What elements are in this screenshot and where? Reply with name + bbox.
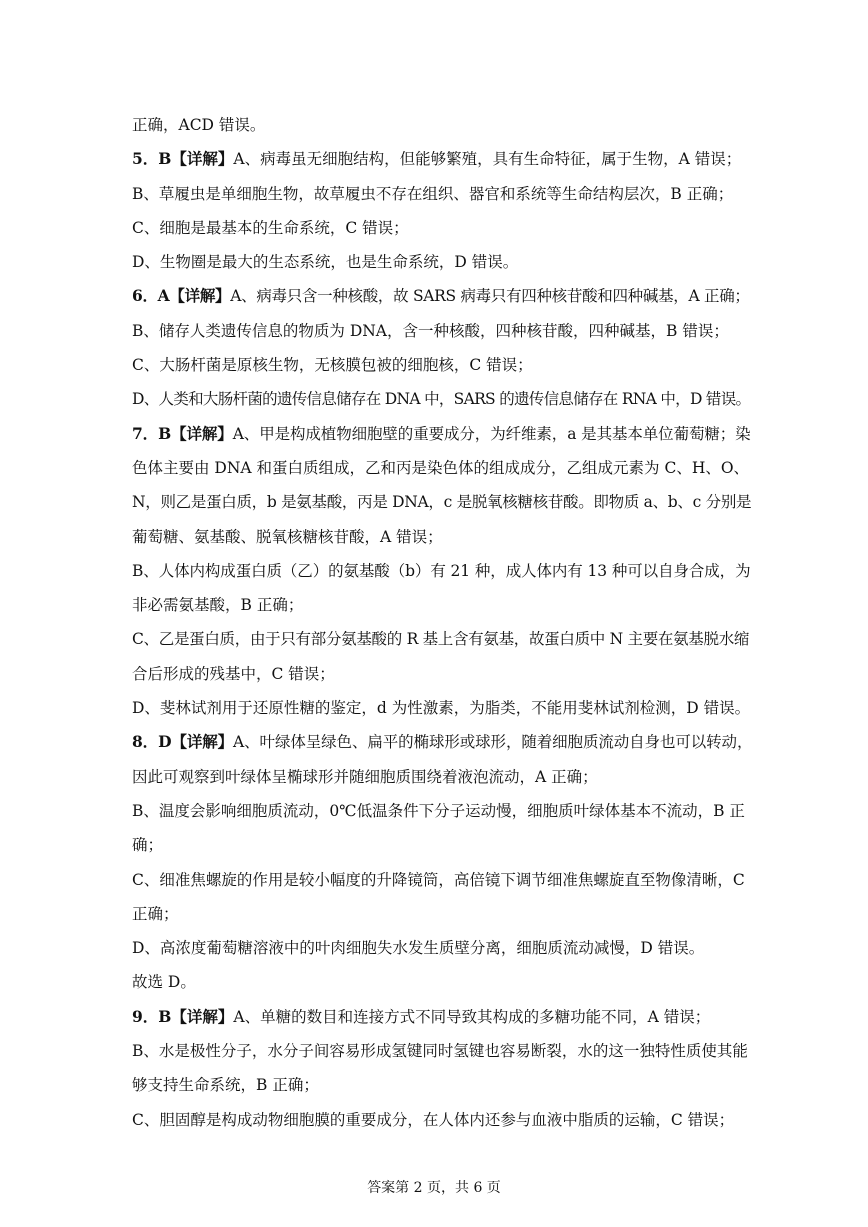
line-text: D、斐林试剂用于还原性糖的鉴定，d 为性激素，为脂类，不能用斐林试剂检测，D 错误。 — [132, 699, 751, 718]
line-text: 正确，ACD 错误。 — [132, 116, 266, 134]
line-text: C、细准焦螺旋的作用是较小幅度的升降镜筒，高倍镜下调节细准焦螺旋直至物像清晰，C — [132, 870, 745, 889]
text-line — [132, 177, 752, 211]
answer-key: 5．B — [132, 149, 172, 169]
line-text: 故选 D。 — [132, 973, 196, 992]
line-text: C、大肠杆菌是原核生物，无核膜包被的细胞核，C 错误； — [132, 356, 533, 375]
text-line — [132, 657, 752, 691]
line-text: 确； — [132, 836, 164, 855]
text-line — [132, 828, 752, 862]
text-line — [132, 965, 752, 999]
text-line — [132, 931, 752, 965]
text-line — [132, 382, 752, 416]
explanation-tag: 【详解】 — [171, 1006, 234, 1026]
line-text: D、生物圈是最大的生态系统，也是生命系统，D 错误。 — [132, 253, 519, 272]
text-line — [132, 897, 752, 931]
line-text: A、病毒虽无细胞结构，但能够繁殖，具有生命特征，属于生物，A 错误； — [233, 150, 742, 169]
line-text: A、叶绿体呈绿色、扁平的椭球形或球形，随着细胞质流动自身也可以转动， — [233, 733, 752, 752]
text-line — [132, 108, 752, 142]
line-text: 合后形成的残基中，C 错误； — [132, 664, 335, 683]
line-text: C、乙是蛋白质，由于只有部分氨基酸的 R 基上含有氨基，故蛋白质中 N 主要在氨基脱水缩 — [132, 630, 750, 649]
answer-key: 7．B — [132, 423, 172, 443]
line-text: D、人类和大肠杆菌的遗传信息储存在 DNA 中，SARS 的遗传信息储存在 RNA 中，D 错误。 — [132, 390, 751, 409]
line-text: B、温度会影响细胞质流动，0℃低温条件下分子运动慢，细胞质叶绿体基本不流动，B 正 — [132, 801, 745, 820]
line-text: B、草履虫是单细胞生物，故草履虫不存在组织、器官和系统等生命结构层次，B 正确； — [132, 184, 734, 203]
line-text: A、病毒只含一种核酸，故 SARS 病毒只有四种核苷酸和四种碱基，A 正确； — [230, 287, 750, 306]
explanation-tag: 【详解】 — [171, 423, 233, 443]
line-text: 正确； — [132, 904, 179, 923]
text-line — [132, 314, 752, 348]
text-line — [132, 485, 752, 519]
text-line — [132, 863, 752, 897]
line-text: 色体主要由 DNA 和蛋白质组成，乙和丙是染色体的组成成分，乙组成元素为 C、H、O、 — [132, 458, 750, 477]
text-line — [132, 554, 752, 588]
answer-item-start-line — [132, 417, 752, 451]
text-line — [132, 760, 752, 794]
line-text: B、储存人类遗传信息的物质为 DNA，含一种核酸，四种核苷酸，四种碱基，B 错误； — [132, 321, 729, 340]
explanation-tag: 【详解】 — [171, 732, 234, 752]
line-text: D、高浓度葡萄糖溶液中的叶肉细胞失水发生质壁分离，细胞质流动减慢，D 错误。 — [132, 939, 705, 958]
text-line — [132, 211, 752, 245]
answer-key: 9．B — [132, 1006, 172, 1026]
text-line — [132, 691, 752, 725]
text-line — [132, 520, 752, 554]
line-text: 非必需氨基酸，B 正确； — [132, 596, 304, 615]
answer-item-start-line — [132, 1000, 752, 1034]
page-footer: 答案第 2 页，共 6 页 — [367, 1180, 501, 1196]
text-line — [132, 1034, 752, 1068]
line-text: B、水是极性分子，水分子间容易形成氢键同时氢键也容易断裂，水的这一独特性质使其能 — [132, 1042, 748, 1061]
line-text: B、人体内构成蛋白质（乙）的氨基酸（b）有 21 种，成人体内有 13 种可以自身合成，为 — [132, 561, 751, 580]
explanation-tag: 【详解】 — [171, 149, 234, 169]
line-text: A、甲是构成植物细胞壁的重要成分，为纤维素，a 是其基本单位葡萄糖；染 — [232, 424, 751, 443]
answer-item-start-line — [132, 142, 752, 176]
text-line — [132, 1068, 752, 1102]
line-text: 因此可观察到叶绿体呈椭球形并随细胞质围绕着液泡流动，A 正确； — [132, 767, 598, 786]
line-text: C、细胞是最基本的生命系统，C 错误； — [132, 218, 409, 237]
text-line — [132, 245, 752, 279]
text-line — [132, 622, 752, 656]
line-text: 葡萄糖、氨基酸、脱氧核糖核苷酸，A 错误； — [132, 527, 443, 546]
line-text: N，则乙是蛋白质，b 是氨基酸，丙是 DNA，c 是脱氧核糖核苷酸。即物质 a、b、c 分别是 — [132, 493, 752, 512]
text-line — [132, 451, 752, 485]
explanation-tag: 【详解】 — [169, 286, 231, 306]
answer-key: 6．A — [132, 286, 170, 306]
answer-text-body — [132, 108, 752, 1137]
text-line — [132, 348, 752, 382]
text-line — [132, 588, 752, 622]
text-line — [132, 1103, 752, 1137]
line-text: 够支持生命系统，B 正确； — [132, 1076, 319, 1095]
line-text: A、单糖的数目和连接方式不同导致其构成的多糖功能不同，A 错误； — [233, 1007, 711, 1026]
answer-key: 8．D — [132, 732, 172, 752]
line-text: C、胆固醇是构成动物细胞膜的重要成分，在人体内还参与血液中脂质的运输，C 错误； — [132, 1110, 735, 1129]
answer-item-start-line — [132, 279, 752, 313]
text-line — [132, 794, 752, 828]
answer-item-start-line — [132, 725, 752, 759]
